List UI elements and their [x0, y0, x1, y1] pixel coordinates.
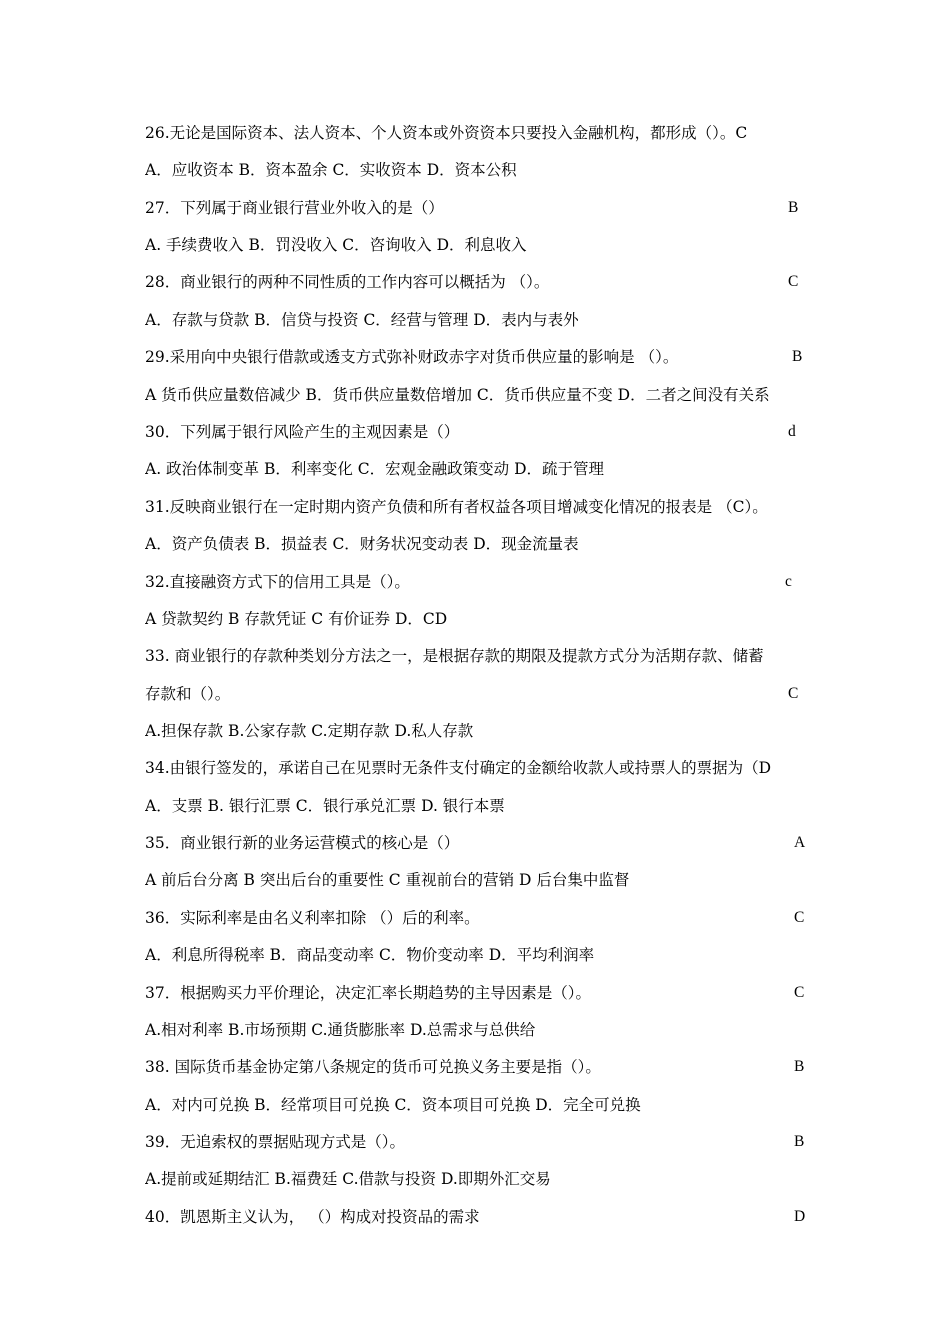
question-26: 26.无论是国际资本、法人资本、个人资本或外资资本只要投入金融机构，都形成（）。C — [145, 124, 748, 142]
answer-30: d — [788, 423, 796, 440]
options-33: A.担保存款 B.公家存款 C.定期存款 D.私人存款 — [145, 722, 474, 740]
question-33-continued: 存款和（）。 — [145, 685, 231, 703]
options-36: A．利息所得税率 B．商品变动率 C．物价变动率 D．平均利润率 — [145, 946, 595, 964]
question-28: 28．商业银行的两种不同性质的工作内容可以概括为 （）。 — [145, 273, 550, 291]
answer-32: c — [785, 573, 792, 590]
answer-36: C — [794, 909, 805, 926]
answer-27: B — [788, 199, 799, 216]
answer-28: C — [788, 273, 799, 290]
answer-38: B — [794, 1058, 805, 1075]
options-39: A.提前或延期结汇 B.福费廷 C.借款与投资 D.即期外汇交易 — [145, 1170, 551, 1188]
question-36: 36．实际利率是由名义利率扣除 （）后的利率。 — [145, 909, 480, 927]
options-30: A. 政治体制变革 B．利率变化 C．宏观金融政策变动 D．疏于管理 — [145, 460, 605, 478]
question-31: 31.反映商业银行在一定时期内资产负债和所有者权益各项目增减变化情况的报表是 （C）。 — [145, 498, 768, 516]
answer-39: B — [794, 1133, 805, 1150]
question-40: 40．凯恩斯主义认为， （）构成对投资品的需求 — [145, 1208, 480, 1226]
answer-37: C — [794, 984, 805, 1001]
options-26: A．应收资本 B．资本盈余 C．实收资本 D．资本公积 — [145, 161, 517, 179]
question-30: 30．下列属于银行风险产生的主观因素是（） — [145, 423, 460, 441]
options-32: A 贷款契约 B 存款凭证 C 有价证券 D．CD — [145, 610, 448, 628]
options-31: A．资产负债表 B．损益表 C．财务状况变动表 D．现金流量表 — [145, 535, 579, 553]
question-27: 27．下列属于商业银行营业外收入的是（） — [145, 199, 444, 217]
options-34: A．支票 B. 银行汇票 C．银行承兑汇票 D. 银行本票 — [145, 797, 505, 815]
options-38: A．对内可兑换 B．经常项目可兑换 C．资本项目可兑换 D．完全可兑换 — [145, 1096, 641, 1114]
question-29: 29.采用向中央银行借款或透支方式弥补财政赤字对货币供应量的影响是 （）。 — [145, 348, 679, 366]
options-27: A. 手续费收入 B．罚没收入 C．咨询收入 D．利息收入 — [145, 236, 527, 254]
options-37: A.相对利率 B.市场预期 C.通货膨胀率 D.总需求与总供给 — [145, 1021, 536, 1039]
question-37: 37．根据购买力平价理论，决定汇率长期趋势的主导因素是（）。 — [145, 984, 591, 1002]
options-35: A 前后台分离 B 突出后台的重要性 C 重视前台的营销 D 后台集中监督 — [145, 871, 630, 889]
question-33: 33. 商业银行的存款种类划分方法之一，是根据存款的期限及提款方式分为活期存款、储蓄 — [145, 647, 764, 665]
answer-40: D — [794, 1208, 806, 1225]
answer-29: B — [792, 348, 803, 365]
question-35: 35．商业银行新的业务运营模式的核心是（） — [145, 834, 460, 852]
question-38: 38. 国际货币基金协定第八条规定的货币可兑换义务主要是指（）。 — [145, 1058, 601, 1076]
question-32: 32.直接融资方式下的信用工具是（）。 — [145, 573, 410, 591]
options-29: A 货币供应量数倍减少 B．货币供应量数倍增加 C．货币供应量不变 D．二者之间没有关系 — [145, 386, 770, 404]
answer-35: A — [794, 834, 806, 851]
answer-33: C — [788, 685, 799, 702]
question-34: 34.由银行签发的，承诺自己在见票时无条件支付确定的金额给收款人或持票人的票据为（D — [145, 759, 772, 777]
question-39: 39．无追索权的票据贴现方式是（）。 — [145, 1133, 405, 1151]
options-28: A．存款与贷款 B．信贷与投资 C．经营与管理 D．表内与表外 — [145, 311, 579, 329]
